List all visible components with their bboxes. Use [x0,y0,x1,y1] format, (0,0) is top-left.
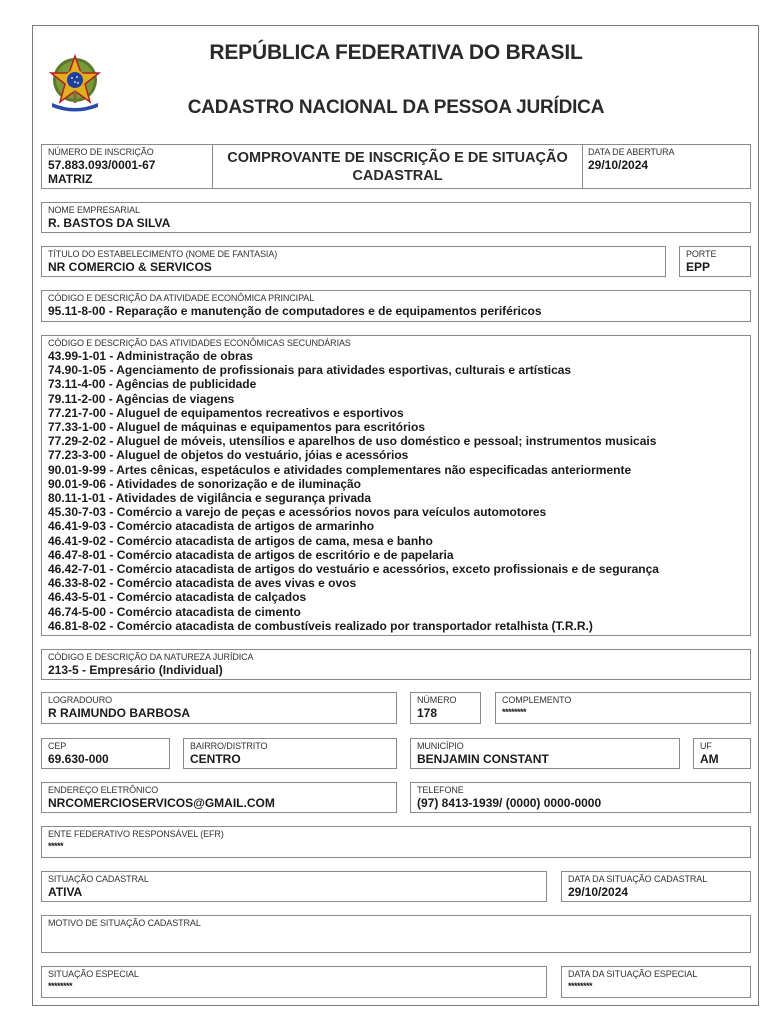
list-item: 43.99-1-01 - Administração de obras [48,349,253,363]
atividade-principal-value: 95.11-8-00 - Reparação e manutenção de computadores e de equipamentos periféricos [48,304,542,318]
list-item: 46.43-5-01 - Comércio atacadista de calçados [48,590,307,605]
header-title: REPÚBLICA FEDERATIVA DO BRASIL [209,41,583,64]
telefone-label: TELEFONE [417,785,464,795]
porte-box [679,246,751,277]
numero-inscricao-label: NÚMERO DE INSCRIÇÃO [48,147,154,157]
atividades-secundarias-label: CÓDIGO E DESCRIÇÃO DAS ATIVIDADES ECONÔMICAS SECUNDÁRIAS [48,338,351,348]
data-situacao-cadastral-box [561,871,751,902]
efr-value: ***** [48,841,64,851]
numero-box [410,692,481,724]
list-item: 77.29-2-02 - Aluguel de móveis, utensílios e aparelhos de uso doméstico e pessoal; instrumentos musicais [48,434,657,449]
list-item: 46.74-5-00 - Comércio atacadista de cimento [48,604,301,619]
nome-empresarial-box [41,202,751,233]
porte-value: EPP [686,260,711,274]
top-row-box [41,144,751,189]
atividade-principal-box [41,290,751,322]
list-item: 90.01-9-99 - Artes cênicas, espetáculos e atividades complementares não especificadas anteriormente [48,462,632,477]
tipo-estabelecimento-value: MATRIZ [48,172,93,186]
bairro-box [183,738,397,769]
municipio-value: BENJAMIN CONSTANT [417,752,549,766]
natureza-juridica-label: CÓDIGO E DESCRIÇÃO DA NATUREZA JURÍDICA [48,652,254,662]
data-situacao-especial-box [561,966,751,998]
list-item: 80.11-1-01 - Atividades de vigilância e segurança privada [48,491,372,506]
email-value: NRCOMERCIOSERVICOS@GMAIL.COM [48,796,275,810]
situacao-especial-value: ******** [48,981,73,991]
list-item: 46.47-8-01 - Comércio atacadista de artigos de escritório e de papelaria [48,547,454,562]
numero-label: NÚMERO [417,695,457,705]
situacao-cadastral-label: SITUAÇÃO CADASTRAL [48,874,149,884]
situacao-cadastral-box [41,871,547,902]
titulo-estabelecimento-value: NR COMERCIO & SERVICOS [48,260,212,274]
data-abertura-label: DATA DE ABERTURA [588,147,675,157]
atividades-secundarias-box [41,335,751,636]
titulo-estabelecimento-label: TÍTULO DO ESTABELECIMENTO (NOME DE FANTASIA) [48,249,278,259]
uf-label: UF [700,741,712,751]
logradouro-label: LOGRADOURO [48,695,113,705]
list-item: 46.41-9-02 - Comércio atacadista de artigos de cama, mesa e banho [48,533,433,548]
municipio-label: MUNICÍPIO [417,741,464,751]
complemento-value: ******** [502,707,527,717]
email-label: ENDEREÇO ELETRÔNICO [48,785,159,795]
nome-empresarial-value: R. BASTOS DA SILVA [48,216,171,230]
list-item: 74.90-1-05 - Agenciamento de profissionais para atividades esportivas, culturais e artísticas [48,363,572,378]
list-item: 46.81-8-02 - Comércio atacadista de combustíveis realizado por transportador retalhista (T.R.R.) [48,618,593,633]
list-item: 90.01-9-06 - Atividades de sonorização e de iluminação [48,476,362,491]
data-abertura-value: 29/10/2024 [588,158,649,172]
situacao-especial-box [41,966,547,998]
email-box [41,782,397,813]
list-item: 46.41-9-03 - Comércio atacadista de artigos de armarinho [48,519,375,534]
numero-value: 178 [417,706,438,720]
municipio-box [410,738,680,769]
list-item: 46.42-7-01 - Comércio atacadista de artigos do vestuário e acessórios, exceto profissionais e de segurança [48,562,659,577]
cep-box [41,738,170,769]
list-item: 77.21-7-00 - Aluguel de equipamentos recreativos e esportivos [48,405,404,420]
list-item: 45.30-7-03 - Comércio a varejo de peças e acessórios novos para veículos automotores [48,505,547,520]
document-title: COMPROVANTE DE INSCRIÇÃO E DE SITUAÇÃO CADASTRAL [227,149,568,184]
list-item: 77.33-1-00 - Aluguel de máquinas e equipamentos para escritórios [48,420,426,435]
nome-empresarial-label: NOME EMPRESARIAL [48,205,140,215]
data-situacao-especial-value: ******** [568,981,593,991]
natureza-juridica-box [41,649,751,680]
atividade-principal-label: CÓDIGO E DESCRIÇÃO DA ATIVIDADE ECONÔMICA PRINCIPAL [48,293,315,303]
bairro-value: CENTRO [190,752,241,766]
list-item: 46.33-8-02 - Comércio atacadista de aves vivas e ovos [48,576,357,591]
header-subtitle: CADASTRO NACIONAL DA PESSOA JURÍDICA [187,97,605,118]
data-situacao-cadastral-label: DATA DA SITUAÇÃO CADASTRAL [568,874,708,884]
bairro-label: BAIRRO/DISTRITO [190,741,268,751]
telefone-box [410,782,751,813]
data-situacao-especial-label: DATA DA SITUAÇÃO ESPECIAL [568,969,698,979]
efr-box [41,826,751,858]
atividades-secundarias-list [48,349,659,633]
motivo-situacao-label: MOTIVO DE SITUAÇÃO CADASTRAL [48,918,201,928]
complemento-label: COMPLEMENTO [502,695,572,705]
porte-label: PORTE [686,249,717,259]
situacao-cadastral-value: ATIVA [48,885,83,899]
telefone-value: (97) 8413-1939/ (0000) 0000-0000 [417,796,602,810]
divider [582,145,583,188]
data-situacao-cadastral-value: 29/10/2024 [568,885,629,899]
motivo-situacao-box [41,915,751,953]
numero-inscricao-value: 57.883.093/0001-67 [48,158,156,172]
uf-value: AM [700,752,719,766]
list-item: 77.23-3-00 - Aluguel de objetos do vestuário, jóias e acessórios [48,448,409,463]
logradouro-value: R RAIMUNDO BARBOSA [48,706,190,720]
list-item: 79.11-2-00 - Agências de viagens [48,391,235,406]
natureza-juridica-value: 213-5 - Empresário (Individual) [48,663,223,677]
cep-value: 69.630-000 [48,752,109,766]
brazil-coat-of-arms-icon [44,53,106,115]
uf-box [693,738,751,769]
cep-label: CEP [48,741,67,751]
efr-label: ENTE FEDERATIVO RESPONSÁVEL (EFR) [48,829,224,839]
situacao-especial-label: SITUAÇÃO ESPECIAL [48,969,139,979]
complemento-box [495,692,751,724]
logradouro-box [41,692,397,724]
list-item: 73.11-4-00 - Agências de publicidade [48,377,257,392]
titulo-estabelecimento-box [41,246,666,277]
